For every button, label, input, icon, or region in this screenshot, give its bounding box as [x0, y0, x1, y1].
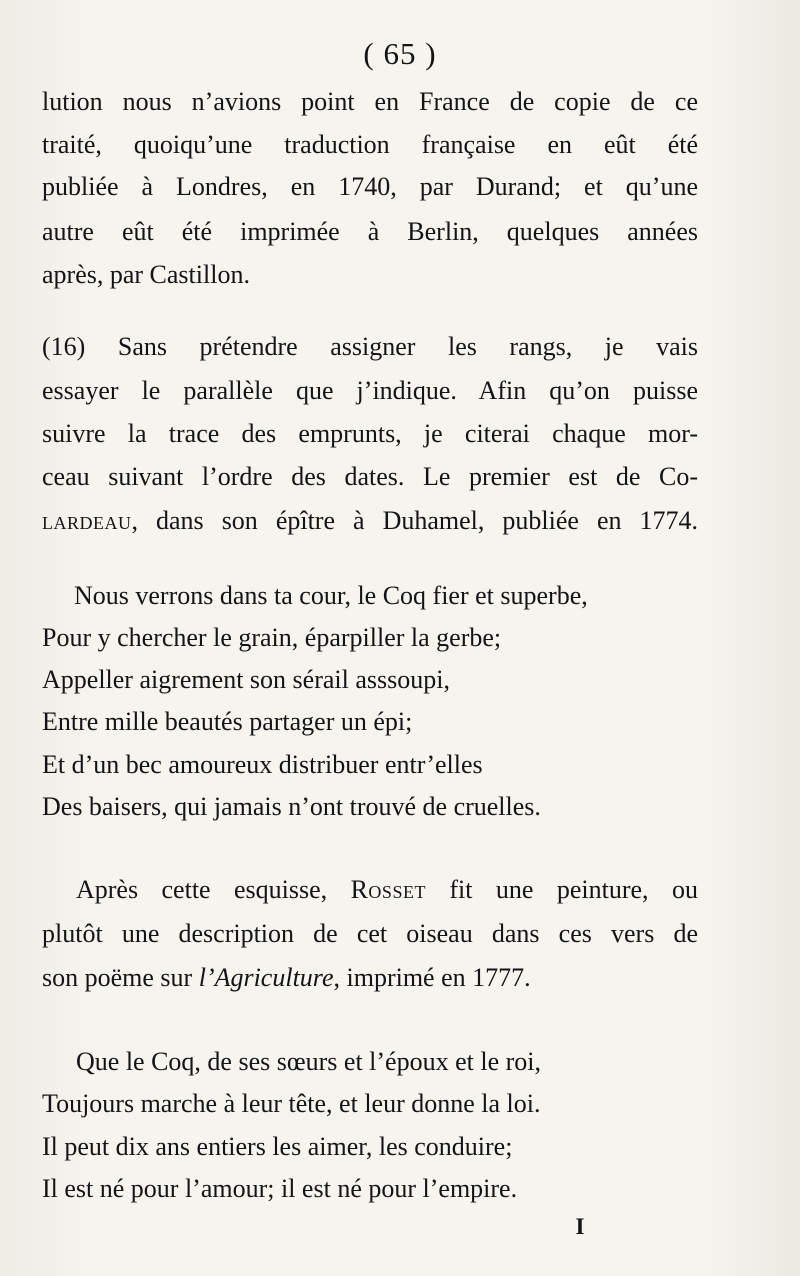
text-line: traité, quoiqu’une traduction française en eût été	[42, 130, 698, 159]
page-number: ( 65 )	[363, 36, 437, 71]
poem-line: Et d’un bec amoureux distribuer entr’elles	[42, 750, 483, 779]
poem-line: Toujours marche à leur tête, et leur donne la loi.	[42, 1089, 541, 1118]
text-line: autre eût été imprimée à Berlin, quelques années	[42, 217, 698, 246]
author-name-rosset: Rosset	[350, 875, 426, 904]
poem-line: Il est né pour l’amour; il est né pour l’empire.	[42, 1174, 518, 1203]
paragraph-line	[42, 962, 531, 994]
poem-line: Que le Coq, de ses sœurs et l’époux et le roi,	[76, 1047, 542, 1076]
note-16-line	[42, 505, 698, 537]
note-16-line: ceau suivant l’ordre des dates. Le premier est de Co-	[42, 462, 698, 491]
paragraph-text: son poëme sur	[42, 963, 199, 992]
paragraph-text: fit une peinture, ou	[425, 875, 698, 904]
text-line: après, par Castillon.	[42, 260, 250, 289]
text-line: lution nous n’avions point en France de copie de ce	[42, 87, 698, 116]
note-16-line: (16) Sans prétendre assigner les rangs, je vais	[42, 332, 698, 361]
poem-line: Nous verrons dans ta cour, le Coq fier et superbe,	[74, 581, 588, 610]
paragraph-text: Après cette esquisse,	[76, 875, 351, 904]
poem-line: Il peut dix ans entiers les aimer, les conduire;	[42, 1132, 513, 1161]
poem-line: Des baisers, qui jamais n’ont trouvé de cruelles.	[42, 792, 541, 821]
signature-mark: I	[575, 1214, 585, 1239]
poem-line: Entre mille beautés partager un épi;	[42, 707, 413, 736]
text-line: publiée à Londres, en 1740, par Durand; et qu’une	[42, 172, 698, 201]
paragraph-line: plutôt une description de cet oiseau dans ces vers de	[42, 919, 698, 948]
note-16-line: essayer le parallèle que j’indique. Afin qu’on puisse	[42, 376, 698, 405]
note-16-line: suivre la trace des emprunts, je citerai chaque mor-	[42, 419, 698, 448]
poem-line: Appeller aigrement son sérail asssoupi,	[42, 665, 450, 694]
paragraph-text: , imprimé en 1777.	[333, 963, 531, 992]
author-name-collardeau: lardeau	[42, 506, 132, 535]
paragraph-line	[76, 874, 698, 906]
poem-line: Pour y chercher le grain, éparpiller la gerbe;	[42, 623, 502, 652]
work-title: l’Agriculture	[198, 963, 334, 992]
note-16-line-rest: , dans son épître à Duhamel, publiée en 1774.	[131, 506, 698, 535]
